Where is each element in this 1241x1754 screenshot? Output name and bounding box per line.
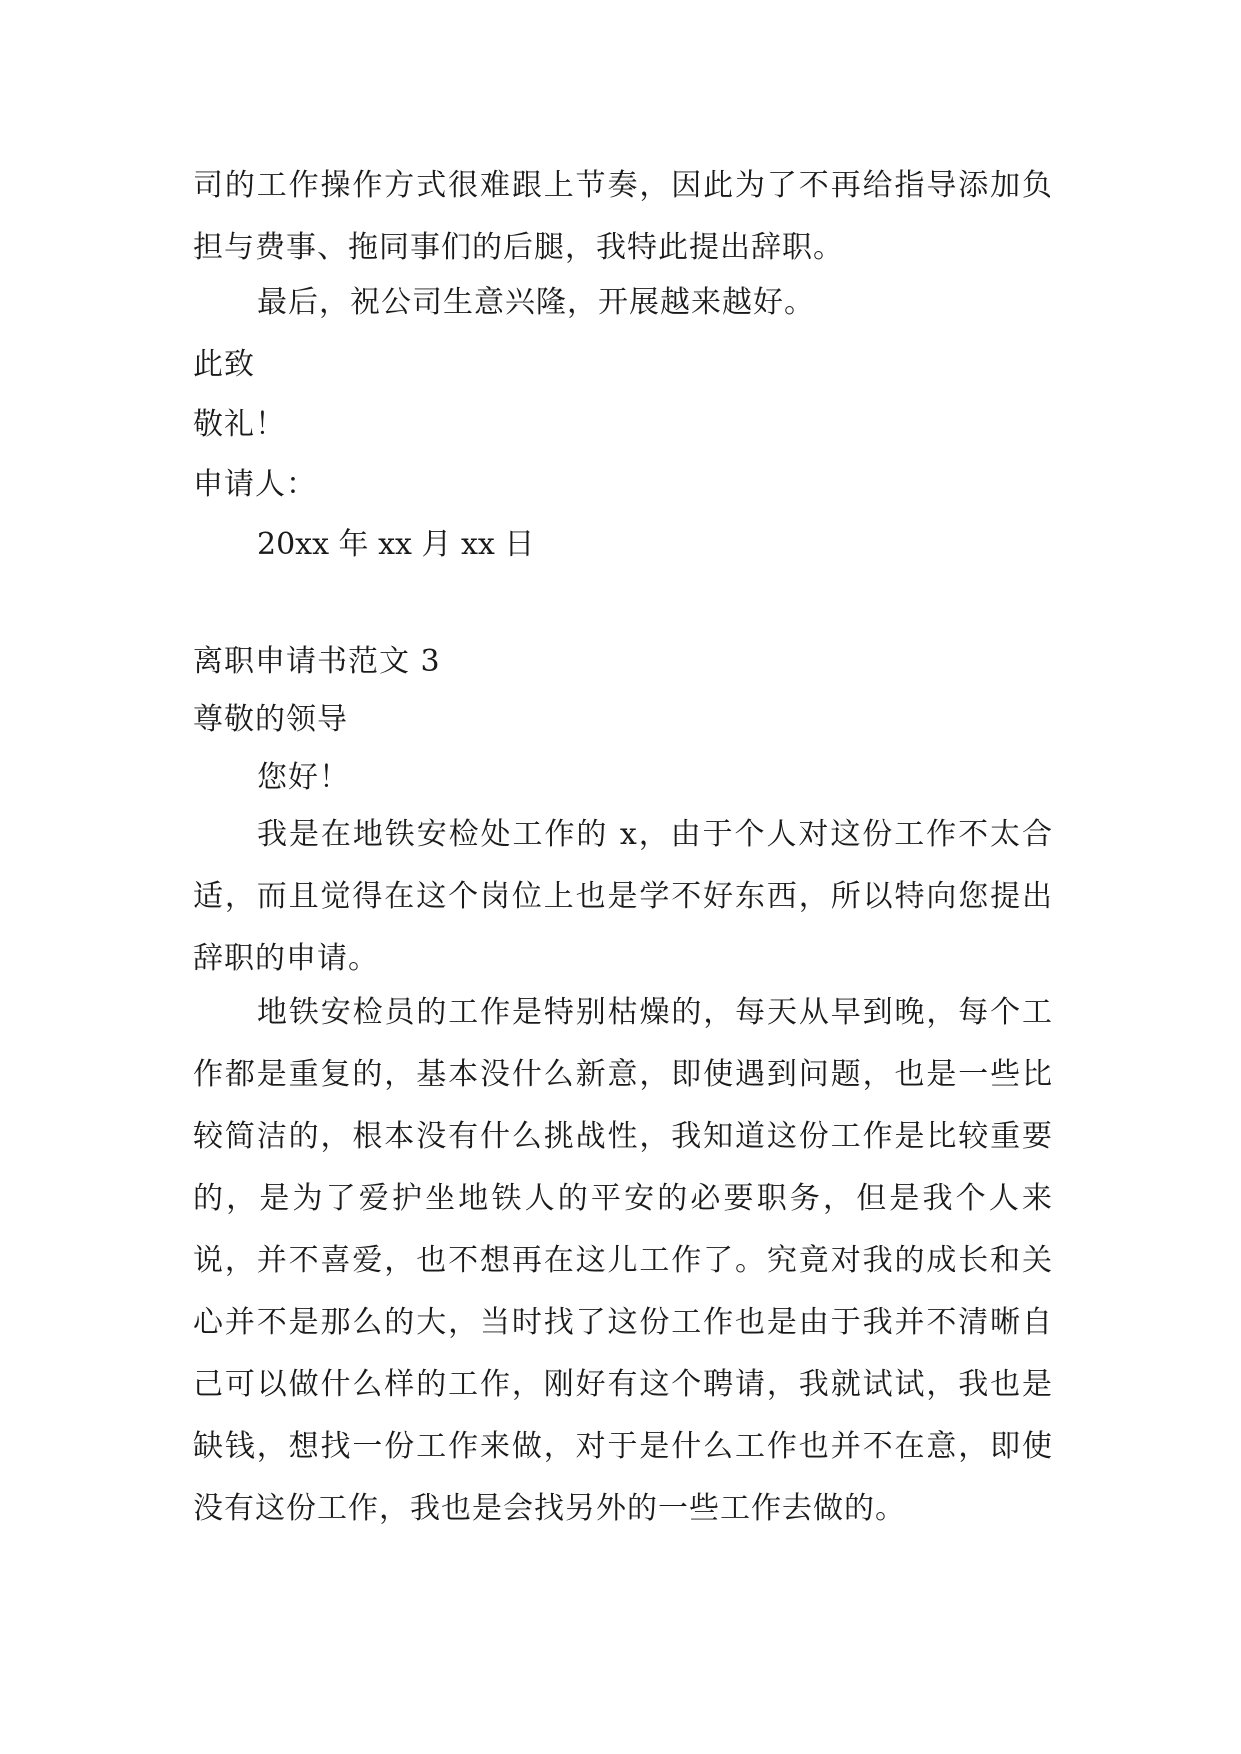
applicant-label: 申请人： [193,467,317,502]
date-line: 20xx 年 xx 月 xx 日 [257,527,535,562]
closing-line-2: 敬礼！ [193,407,286,442]
body-paragraph-2: 地铁安检员的工作是特别枯燥的，每天从早到晚，每个工作都是重复的，基本没什么新意，即使遇到问题，也是一些比较简洁的，根本没有什么挑战性，我知道这份工作是比较重要的，是为了爱护坐地铁人的平安的必要职务，但是我个人来说，并不喜爱，也不想再在这儿工作了。究竟对我的成长和关心并不是那么的大，当时找了这份工作也是由于我并不清晰自己可以做什么样的工作，刚好有这个聘请，我就试试，我也是缺钱，想找一份工作来做，对于是什么工作也并不在意，即使没有这份工作，我也是会找另外的一些工作去做的。 [193,995,1053,1526]
body-paragraph-1: 我是在地铁安检处工作的 x，由于个人对这份工作不太合适，而且觉得在这个岗位上也是学不好东西，所以特向您提出辞职的申请。 [193,817,1053,976]
section-title: 离职申请书范文 3 [193,644,441,679]
salutation: 尊敬的领导 [193,702,348,737]
body-paragraph-closing-wish: 最后，祝公司生意兴隆，开展越来越好。 [257,285,815,320]
greeting: 您好！ [257,760,350,795]
body-paragraph-continued: 司的工作操作方式很难跟上节奏，因此为了不再给指导添加负担与费事、拖同事们的后腿，我特此提出辞职。 [193,168,1053,265]
closing-line-1: 此致 [193,347,255,382]
